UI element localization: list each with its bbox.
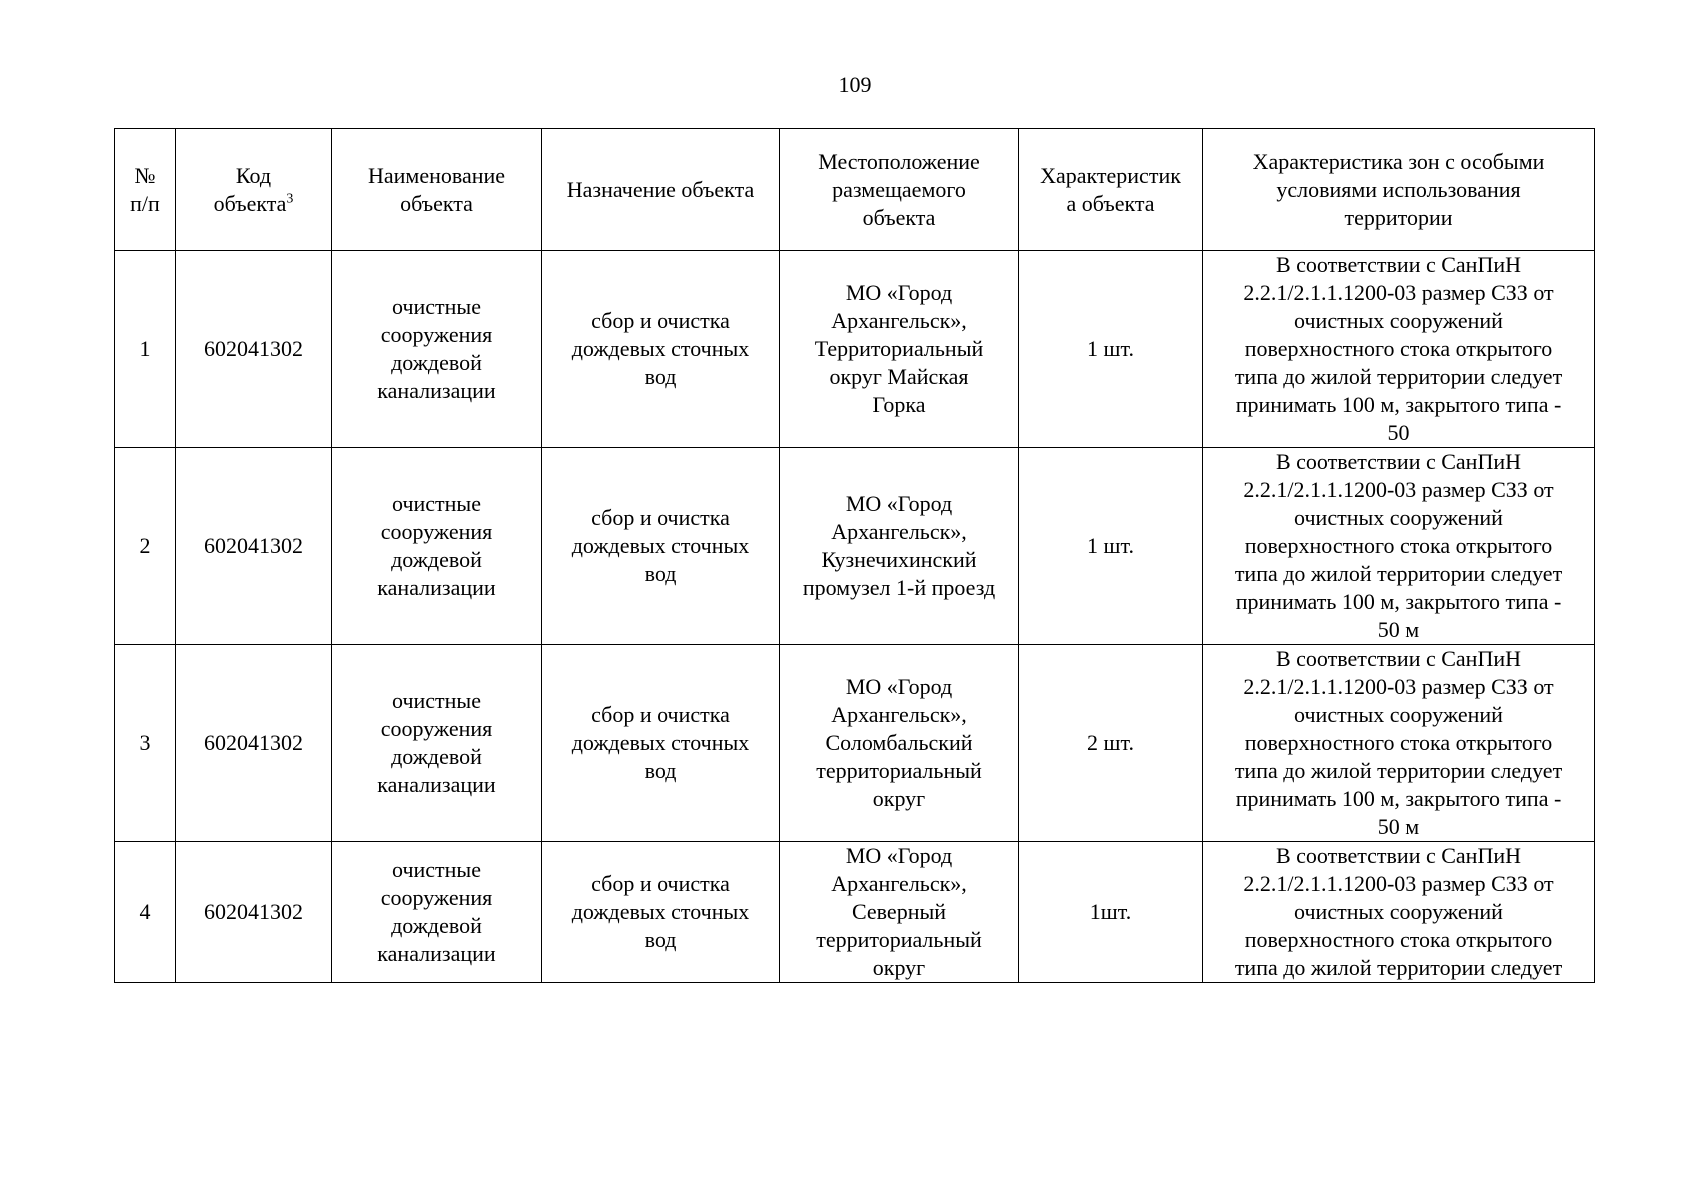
table-row	[115, 842, 1595, 983]
header-code-text: Код объекта	[213, 162, 287, 216]
cell-purpose: сбор и очистка дождевых сточных вод	[542, 645, 780, 842]
cell-location: МО «Город Архангельск», Соломбальский территориальный округ	[780, 645, 1019, 842]
cell-code: 602041302	[176, 251, 332, 448]
cell-num: 1	[115, 251, 176, 448]
cell-characteristic: 1 шт.	[1019, 251, 1203, 448]
header-code	[176, 129, 332, 251]
cell-num: 3	[115, 645, 176, 842]
cell-num: 2	[115, 448, 176, 645]
header-location: Местоположение размещаемого объекта	[780, 129, 1019, 251]
footnote-ref: 3	[286, 191, 294, 207]
cell-purpose: сбор и очистка дождевых сточных вод	[542, 448, 780, 645]
table-row	[115, 448, 1595, 645]
cell-code: 602041302	[176, 842, 332, 983]
cell-zones: В соответствии с СанПиН 2.2.1/2.1.1.1200-03 размер СЗЗ от очистных сооружений поверхностного стока открытого типа до жилой территории следует принимать 100 м, закрытого типа - 50 м	[1203, 645, 1595, 842]
header-zones: Характеристика зон с особыми условиями использования территории	[1203, 129, 1595, 251]
cell-characteristic: 1шт.	[1019, 842, 1203, 983]
cell-name: очистные сооружения дождевой канализации	[332, 842, 542, 983]
cell-code: 602041302	[176, 645, 332, 842]
header-characteristic: Характеристик а объекта	[1019, 129, 1203, 251]
table-row	[115, 645, 1595, 842]
table-header-row	[115, 129, 1595, 251]
cell-characteristic: 2 шт.	[1019, 645, 1203, 842]
header-num: № п/п	[115, 129, 176, 251]
page-number: 109	[838, 72, 872, 97]
cell-zones: В соответствии с СанПиН 2.2.1/2.1.1.1200-03 размер СЗЗ от очистных сооружений поверхностного стока открытого типа до жилой территории следует	[1203, 842, 1595, 983]
cell-characteristic: 1 шт.	[1019, 448, 1203, 645]
cell-name: очистные сооружения дождевой канализации	[332, 645, 542, 842]
header-name: Наименование объекта	[332, 129, 542, 251]
table-row	[115, 251, 1595, 448]
cell-purpose: сбор и очистка дождевых сточных вод	[542, 251, 780, 448]
cell-num: 4	[115, 842, 176, 983]
cell-location: МО «Город Архангельск», Территориальный округ Майская Горка	[780, 251, 1019, 448]
cell-code: 602041302	[176, 448, 332, 645]
header-purpose: Назначение объекта	[542, 129, 780, 251]
cell-zones: В соответствии с СанПиН 2.2.1/2.1.1.1200-03 размер СЗЗ от очистных сооружений поверхностного стока открытого типа до жилой территории следует принимать 100 м, закрытого типа - 50	[1203, 251, 1595, 448]
cell-zones: В соответствии с СанПиН 2.2.1/2.1.1.1200-03 размер СЗЗ от очистных сооружений поверхностного стока открытого типа до жилой территории следует принимать 100 м, закрытого типа - 50 м	[1203, 448, 1595, 645]
cell-name: очистные сооружения дождевой канализации	[332, 448, 542, 645]
cell-purpose: сбор и очистка дождевых сточных вод	[542, 842, 780, 983]
objects-table	[114, 128, 1595, 983]
cell-location: МО «Город Архангельск», Северный территориальный округ	[780, 842, 1019, 983]
cell-name: очистные сооружения дождевой канализации	[332, 251, 542, 448]
cell-location: МО «Город Архангельск», Кузнечихинский промузел 1-й проезд	[780, 448, 1019, 645]
